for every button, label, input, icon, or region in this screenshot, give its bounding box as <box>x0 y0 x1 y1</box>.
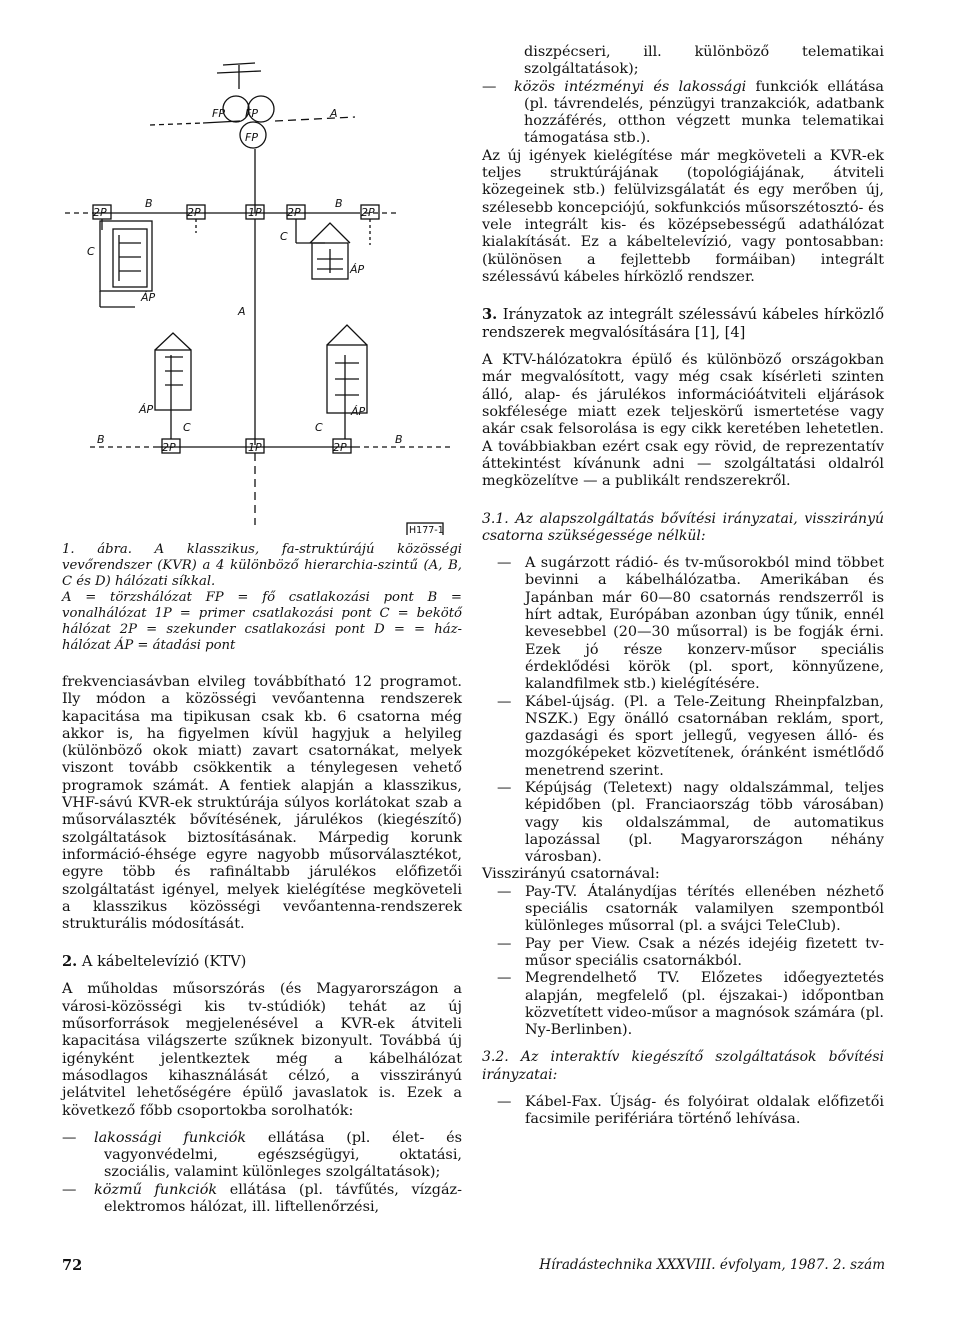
label-a-top: A <box>330 107 338 120</box>
label-c-lower-left: C <box>183 421 191 434</box>
section-2-title: A kábeltelevízió (KTV) <box>81 953 247 971</box>
label-2p-6: 2P <box>333 441 347 454</box>
label-2p-3: 2P <box>287 206 301 219</box>
figure-caption <box>62 542 462 654</box>
label-c-right: C <box>280 230 288 243</box>
network-diagram <box>55 45 465 535</box>
list-item-pay-tv: — Pay-TV. Átalánydíjas térítés ellenében nézhető speciális csatornák valamilyen szempontból különleges műsorral (pl. a svájci TeleClub). <box>497 883 884 935</box>
label-ap-4: ÁP <box>351 405 366 418</box>
section-3-number: 3. <box>482 306 498 324</box>
right-column <box>482 44 884 1129</box>
list-item-kabel-ujsag: — Kábel-újság. (Pl. a Tele-Zeitung Rheinpfalzban, NSZK.) Egy önálló csatornában reklám, sport, gazdasági és sport jellegű, vegyesen álló- és mozgóképeket közvetítenek, óránként ismétlődő menetrend szerint. <box>497 693 884 779</box>
visszirany-label: Visszirányú csatornával: <box>482 866 660 883</box>
label-ap-2: ÁP <box>350 263 365 276</box>
right-continuation: diszpécseri, ill. különböző telematikai szolgáltatások); <box>524 44 884 78</box>
label-1p-1: 1P <box>248 206 262 219</box>
label-fp-3: FP <box>245 131 258 144</box>
label-fp-2: FP <box>245 107 258 120</box>
list-item-kozos: — közös intézményi és lakossági funkciók ellátása (pl. távrendelés, pénzügyi tranzakciók, adatbank hozzáférés, otthon végzett munka telematikai támogatása stb.). <box>482 78 884 147</box>
label-2p-1: 2P <box>93 206 107 219</box>
list-item-kepujsag: — Képújság (Teletext) nagy oldalszámmal, teljes képidőben (pl. Franciaország több városában) vagy kis oldalszámmal, de automatikus lapozással (pl. Magyarországon néhány városban). <box>497 779 884 866</box>
list-item-pay-per-view: — Pay per View. Csak a nézés idejéig fizetett tv-műsor speciális csatornákból. <box>497 935 884 969</box>
label-b-left: B <box>145 197 153 210</box>
label-b-lower-left: B <box>97 433 105 446</box>
section-3-heading <box>482 306 884 342</box>
caption-title: 1. ábra. A klasszikus, fa-struktúrájú közösségi vevőrendszer (KVR) a 4 különböző hierarchia-szintű (A, B, C és D) hálózati síkkal. <box>62 542 462 589</box>
section-3-1-heading: 3.1. Az alapszolgáltatás bővítési irányzatai, visszirányú csatorna szükségessége nélkül: <box>482 510 884 544</box>
label-c-left: C <box>87 245 95 258</box>
label-a-mid: A <box>238 305 246 318</box>
right-paragraph-1: Az új igények kielégítése már megköveteli a KVR-ek teljes struktúrájának (topológiájának, átviteli közegeinek stb.) felülvizsgálatát és egy merőben új, szélesebb koncepciójú, sokfunkciós műsorszétosztó- és vele integrált kis- és középsebességű adathálózat kialakítását. Ez a kábeltelevízió, vagy pontosabban: (különösen a fejlettebb formáiban) integrált szélessávú kábeles hírközlő rendszer. <box>482 147 884 285</box>
label-2p-2: 2P <box>187 206 201 219</box>
label-2p-4: 2P <box>361 206 375 219</box>
section-3-title: Irányzatok az integrált szélessávú kábeles hírközlő rendszerek megvalósítására [1], [4] <box>482 306 884 342</box>
left-paragraph-1: frekvenciasávban elvileg továbbítható 12 programot. Ily módon a közösségi vevőantenna rendszerek kapacitása ma tipikusan csak kb. 6 csatorna még akkor is, ha figyelmen kívül hagyjuk a helyileg (különböző okok miatt) zavart csatornákat, melyek viszont tovább csökkentik a ténylegesen vehető programok számát. A fentiek alapján a klasszikus, VHF-sávú KVR-ek struktúrája súlyos korlátokat szab a műsorválaszték bővítésének, járulékos (kiegészítő) szolgáltatások biztosításának. Márpedig korunk információ-éhsége egyre nagyobb műsorválasztékot, egyre több és rafináltabb járulékos előfizetői szolgáltatást igényel, melyek kielégítése megköveteli a klasszikus közösségi vevőantenna-rendszerek strukturális módosítását. <box>62 674 462 933</box>
list-item-lakossagi: — lakossági funkciók ellátása (pl. élet- és vagyonvédelmi, egészségügyi, oktatási, szociális, valamint különleges szolgáltatások); <box>62 1129 462 1181</box>
list-item-kabel-fax: — Kábel-Fax. Újság- és folyóirat oldalak előfizetői facsimile perifériára történő lehívása. <box>497 1094 884 1128</box>
label-2p-5: 2P <box>162 441 176 454</box>
right-paragraph-2: A KTV-hálózatokra épülő és különböző országokban már megvalósított, vagy még csak kísérleti szinten álló, alap- és járulékos információátviteli eljárások sokfélesége miatt ezek teljeskörű ismertetése vagy akár csak felsorolása is egy cikk keretében lehetetlen. A továbbiakban ezért csak egy rövid, de reprezentatív áttekintést kívánunk adni — szolgáltatási oldalról megközelítve — a publikált rendszerekről. <box>482 352 884 490</box>
section-3-2-heading: 3.2. Az interaktív kiegészítő szolgáltatások bővítési irányzatai: <box>482 1049 884 1083</box>
label-ap-1: ÁP <box>141 291 156 304</box>
left-column <box>62 542 462 1216</box>
label-b-lower-right: B <box>395 433 403 446</box>
list-item-megrendelheto: — Megrendelhető TV. Előzetes időegyeztetés alapján, megfelelő (pl. éjszakai-) időpontban közvetített video-műsor a magnósok számára (pl. Ny-Berlinben). <box>497 970 884 1039</box>
section-2-heading <box>62 953 462 971</box>
page-number: 72 <box>62 1257 83 1274</box>
left-paragraph-2: A műholdas műsorszórás (és Magyarországon a városi-közösségi kis tv-stúdiók) tehát az új műsorforrások megjelenésével a KVR-ek átviteli kapacitása világszerte szűknek bizonyult. Továbbá új igényként jelentkeztek még a kábelhálózat másodlagos kihasználását célzó, a visszirányú jelátvitel lehetőségére épülő javaslatok is. Ezek a következő főbb csoportokba sorolhatók: <box>62 981 462 1119</box>
label-ap-3: ÁP <box>139 403 154 416</box>
section-2-number: 2. <box>62 953 78 971</box>
list-item-sugarzott: — A sugárzott rádió- és tv-műsorokból mind többet bevinni a kábelhálózatba. Amerikában és Japánban már 60—80 csatornás rendszerről is hírt adtak, Európában azonban úgy tűnik, ennél kevesebbel (20—30 műsorral) is be fogják érni. Ezek jó része konzerv-műsor speciális érdeklődési körök (pl. sport, könnyűzene, kalandfilmek stb.) kielégítésére. <box>497 555 884 693</box>
caption-definitions: A = törzshálózat FP = fő csatlakozási pont B = vonalhálózat 1P = primer csatlakozási pont C = bekötő hálózat 2P = szekunder csatlakozási pont D = = ház-hálózat ÁP = átadási pont <box>62 590 462 653</box>
label-b-right: B <box>335 197 343 210</box>
figure-tag: H177-1 <box>409 525 444 535</box>
label-c-lower-right: C <box>315 421 323 434</box>
journal-footer: Híradástechnika XXXVIII. évfolyam, 1987. 2. szám <box>539 1257 885 1273</box>
list-item-kozmu: — közmű funkciók ellátása (pl. távfűtés, vízgáz- elektromos hálózat, ill. liftellenőrzési, <box>62 1181 462 1216</box>
label-fp-1: FP <box>212 107 225 120</box>
label-1p-2: 1P <box>248 441 262 454</box>
